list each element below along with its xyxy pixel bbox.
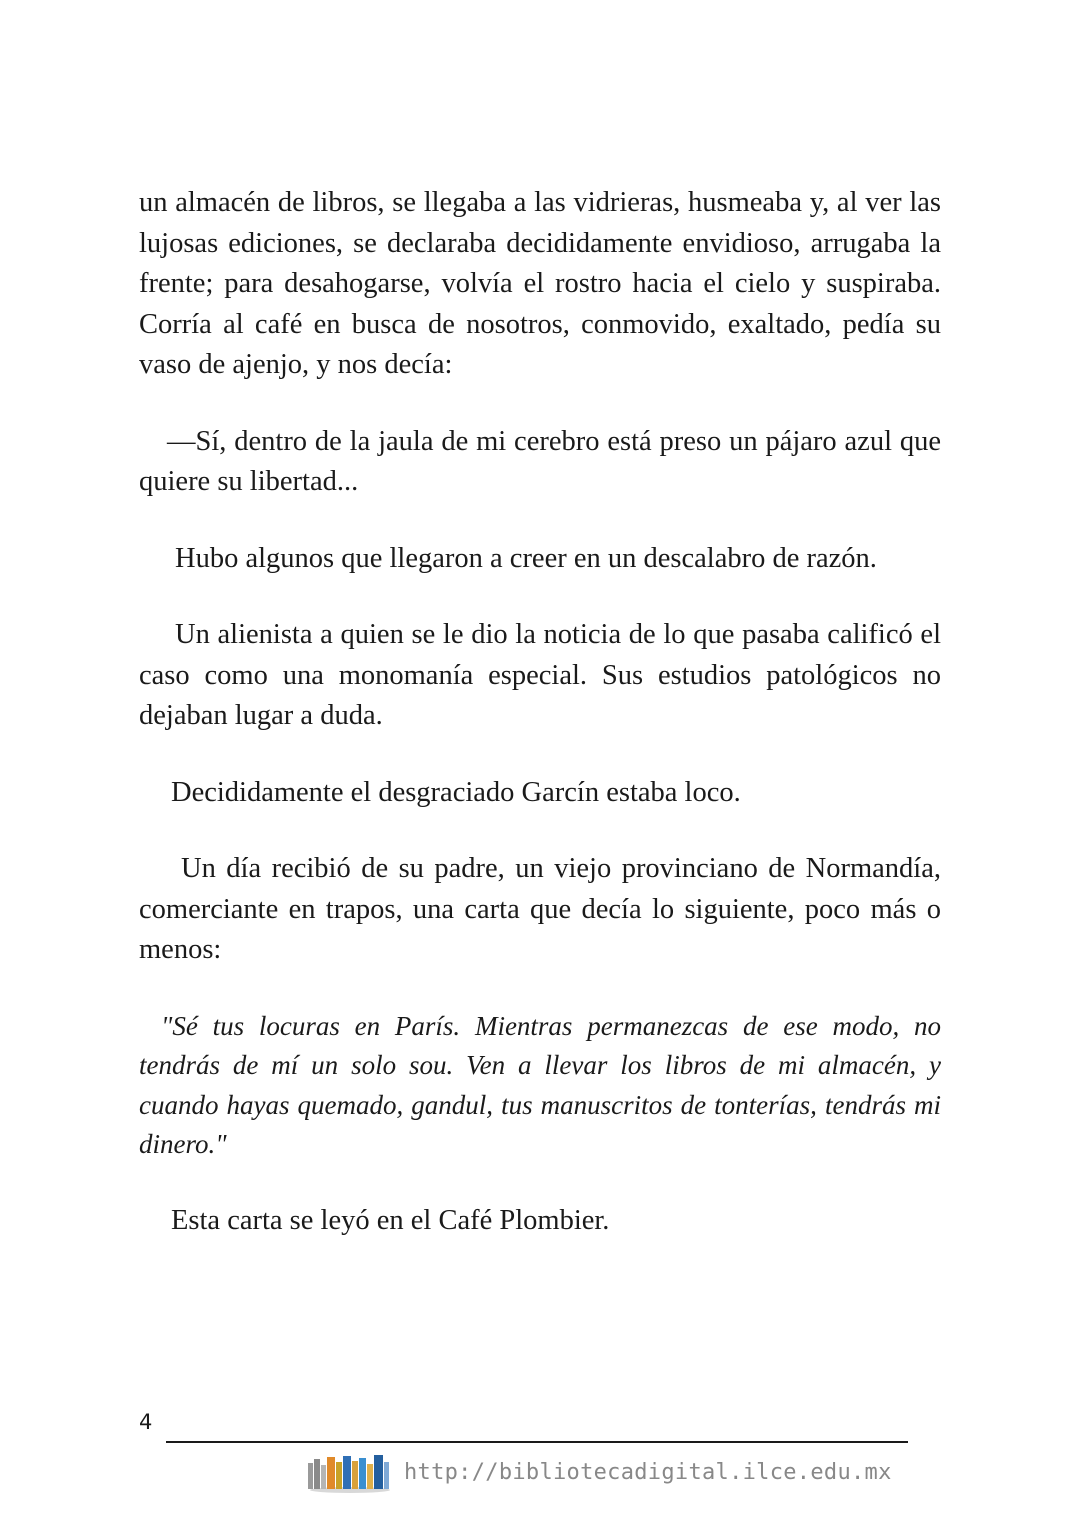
paragraph-continuation: un almacén de libros, se llegaba a las vidrieras, husmeaba y, al ver las lujosas ediciones, se declaraba decididamente envidioso, arrugaba la frente; para desahogarse, volvía el rostro hacia el cielo y suspiraba. Corría al café en busca de nosotros, conmovido, exaltado, pedía su vaso de ajenjo, y nos decía: bbox=[139, 187, 941, 380]
paragraph-dialogue: —Sí, dentro de la jaula de mi cerebro está preso un pájaro azul que quiere su libertad... bbox=[139, 425, 941, 497]
paragraph-alienista: Un alienista a quien se le dio la noticia de lo que pasaba calificó el caso como una monomanía especial. Sus estudios patológicos no dejaban lugar a duda. bbox=[139, 619, 941, 731]
books-logo-icon bbox=[306, 1453, 392, 1493]
page-number: 4 bbox=[139, 1410, 153, 1434]
paragraph-carta-padre: Un día recibió de su padre, un viejo provinciano de Normandía, comerciante en trapos, una carta que decía lo siguiente, poco más o menos: bbox=[139, 853, 941, 965]
page-body bbox=[139, 183, 941, 1241]
paragraph-garcin-loco: Decididamente el desgraciado Garcín estaba loco. bbox=[171, 776, 741, 808]
letter-quote: "Sé tus locuras en París. Mientras permanezcas de ese modo, no tendrás de mí un solo sou. Ven a llevar los libros de mi almacén, y cuando hayas quemado, gandul, tus manuscritos de tonterías, tendrás mi dinero." bbox=[139, 1010, 941, 1159]
paragraph-descalabro: Hubo algunos que llegaron a creer en un descalabro de razón. bbox=[175, 542, 877, 574]
footer-url-link[interactable]: http://bibliotecadigital.ilce.edu.mx bbox=[404, 1460, 892, 1485]
footer-divider bbox=[166, 1441, 908, 1443]
paragraph-cafe-plombier: Esta carta se leyó en el Café Plombier. bbox=[171, 1204, 610, 1236]
